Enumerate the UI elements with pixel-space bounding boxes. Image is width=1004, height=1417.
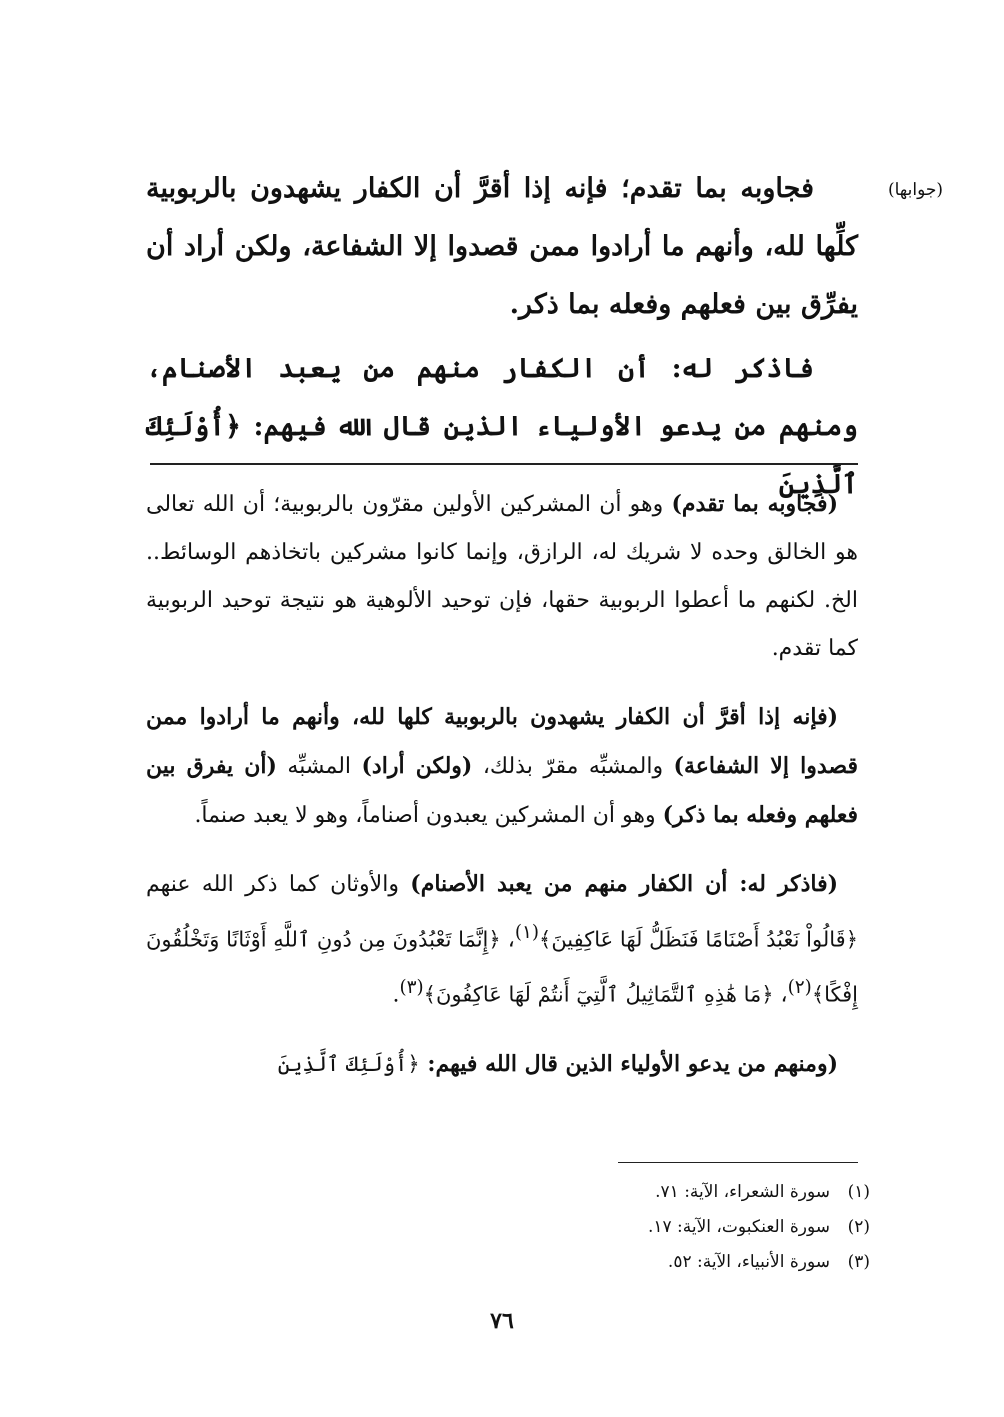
footnote-ref: (١) [514, 922, 540, 943]
main-paragraph-2: فاذكر له: أن الكفار منهم من يعبد الأصنام، ومنهم من يدعو الأولياء الذين قال الله فيهم: ﴿أُوْلَئِكَ ٱلَّذِينَ [146, 353, 858, 500]
quoted-phrase: (ومنهم من يدعو الأولياء الذين قال الله فيهم: [419, 1050, 838, 1077]
footnote-rule [618, 1162, 858, 1163]
footnote-number: (٣) [847, 1252, 870, 1272]
commentary-paragraph-4 [146, 1040, 858, 1089]
main-paragraph-1: فجاوبه بما تقدم؛ فإنه إذا أقرَّ أن الكفار يشهدون بالربوبية كلِّها لله، وأنهم ما أرادوا ممن قصدوا إلا الشفاعة، ولكن أراد أن يفرِّق بين فعلهم وفعله بما ذكر. [146, 173, 858, 320]
quran-verse: ﴿قَالُواْ نَعْبُدُ أَصْنَامًا فَنَظَلُّ لَهَا عَاكِفِينَ﴾ [539, 927, 859, 952]
footnote-ref: (٢) [787, 977, 812, 999]
footnote-number: (٢) [847, 1217, 870, 1237]
footnote-item [500, 1210, 870, 1245]
commentary-text: وهو أن المشركين يعبدون أصناماً، وهو لا يعبد صنماً. [194, 803, 663, 828]
footnote-text: سورة الشعراء، الآية: ٧١. [655, 1182, 830, 1202]
quoted-phrase: (فاذكر له: أن الكفار منهم من يعبد الأصنام) [410, 871, 838, 897]
quoted-phrase: (فإنه إذا أقرَّ أن الكفار يشهدون بالربوبية كلها لله، وأنهم ما أرادوا ممن قصدوا إلا الشفاعة) [146, 704, 858, 779]
footnote-number: (١) [847, 1182, 870, 1202]
quoted-phrase: (ولكن أراد) [361, 753, 473, 779]
commentary-text: والأوثان كما ذكر الله عنهم [146, 872, 411, 897]
footnote-ref: (٣) [399, 977, 424, 999]
quoted-phrase: (أن يفرق بين فعلهم وفعله بما ذكر) [146, 753, 858, 828]
quran-verse: ﴿إِنَّمَا تَعْبُدُونَ مِن دُونِ ٱللَّهِ أَوْثَانًا وَتَخْلُقُونَ إِفْكًا﴾ [146, 927, 858, 1007]
quoted-phrase: (فجاوبه بما تقدم) [671, 491, 838, 517]
commentary [146, 480, 858, 1109]
main-text [146, 160, 858, 514]
commentary-paragraph-2 [146, 693, 858, 840]
footnote-item [500, 1175, 870, 1210]
footnotes [500, 1175, 870, 1280]
page-number: ٧٦ [490, 1308, 514, 1334]
margin-note: (جوابها) [888, 180, 944, 200]
footnote-item [500, 1245, 870, 1280]
separator-text: ، [773, 982, 788, 1008]
commentary-paragraph-3 [146, 860, 858, 1020]
separator-rule [150, 463, 858, 465]
quran-verse: ﴿مَا هَٰذِهِ ٱلتَّمَاثِيلُ ٱلَّتِيٓ أَنتُمْ لَهَا عَاكِفُونَ﴾ [423, 982, 774, 1007]
footnote-text: سورة العنكبوت، الآية: ١٧. [647, 1217, 830, 1237]
quran-verse: ﴿أُوْلَئِكَ ٱلَّذِينَ [277, 1051, 420, 1076]
end-punctuation: . [392, 982, 400, 1008]
separator-text: ، [500, 927, 515, 953]
commentary-text: المشبِّه [276, 754, 362, 779]
commentary-text: وهو أن المشركين الأولين مقرّون بالربوبية؛ أن الله تعالى هو الخالق وحده لا شريك له، الرازق، وإنما كانوا مشركين باتخاذهم الوسائط.. الخ. لكنهم ما أعطوا الربوبية حقها، فإن توحيد الألوهية هو نتيجة توحيد الربوبية كما تقدم. [146, 492, 858, 661]
commentary-text: والمشبِّه مقرّ بذلك، [472, 754, 674, 779]
footnote-text: سورة الأنبياء، الآية: ٥٢. [667, 1252, 830, 1272]
commentary-paragraph-1 [146, 480, 858, 673]
